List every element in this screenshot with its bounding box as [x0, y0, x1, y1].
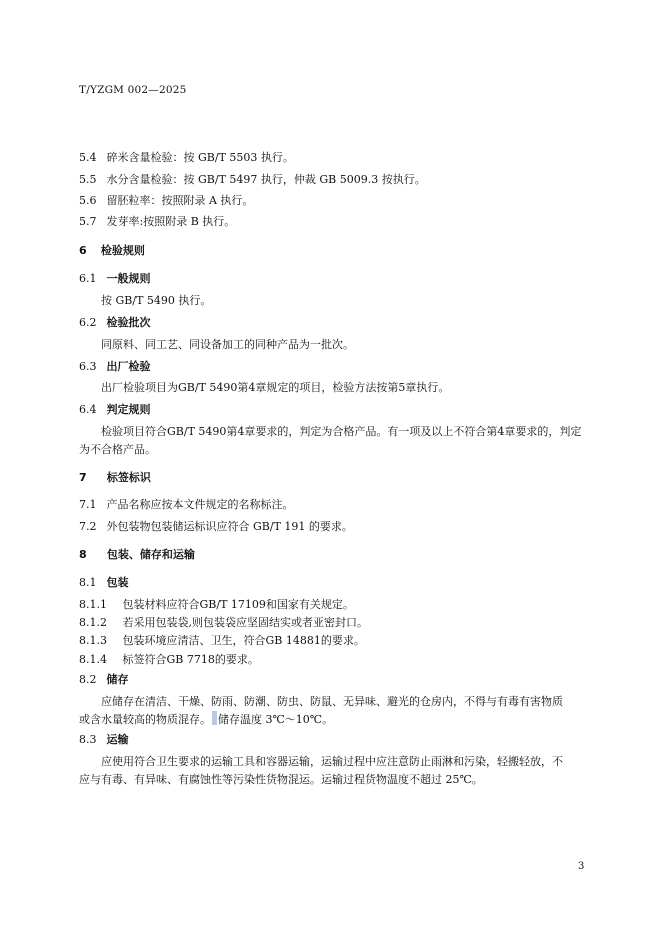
clause-5-5 — [79, 171, 426, 187]
clause-number: 8.1 — [79, 576, 97, 589]
clause-text: 若采用包装袋,则包装袋应坚固结实或者亚密封口。 — [122, 616, 368, 629]
clause-number: 8.1.3 — [79, 634, 107, 647]
clause-number: 8.1.2 — [79, 616, 107, 629]
clause-number: 7.1 — [79, 498, 97, 511]
clause-6-1-body: 按 GB/T 5490 执行。 — [101, 294, 212, 307]
section-title: 标签标识 — [106, 471, 151, 484]
clause-8-1-3 — [79, 632, 365, 648]
section-title: 检验规则 — [100, 244, 145, 257]
clause-text: 标签符合GB 7718的要求。 — [122, 653, 259, 666]
clause-text: 包装材料应符合GB/T 17109和国家有关规定。 — [122, 598, 354, 611]
clause-text: 碎米含量检验：按 GB/T 5503 执行。 — [106, 151, 294, 164]
clause-6-3-body: 出厂检验项目为GB/T 5490第4章规定的项目，检验方法按第5章执行。 — [101, 381, 450, 394]
section-7-heading — [79, 469, 151, 485]
clause-8-1-heading — [79, 574, 129, 590]
clause-8-2-body-line1: 应储存在清洁、干燥、防雨、防潮、防虫、防鼠、无异味、避光的仓房内，不得与有毒有害物质 — [101, 695, 563, 708]
clause-7-2 — [79, 518, 353, 534]
clause-number: 5.7 — [79, 215, 97, 228]
clause-8-1-2 — [79, 614, 368, 630]
clause-number: 8.2 — [79, 673, 97, 686]
clause-6-4-body-line1: 检验项目符合GB/T 5490第4章要求的，判定为合格产品。有一项及以上不符合第4章要求的，判定 — [101, 425, 582, 438]
body-text: 储存温度 3℃～10℃。 — [218, 713, 334, 726]
page-number: 3 — [578, 861, 585, 872]
section-8-heading — [79, 546, 195, 562]
clause-5-6 — [79, 192, 253, 208]
clause-text: 产品名称应按本文件规定的名称标注。 — [106, 498, 294, 511]
clause-text: 水分含量检验：按 GB/T 5497 执行，仲裁 GB 5009.3 按执行。 — [106, 173, 426, 186]
text-cursor-highlight — [212, 711, 217, 725]
section-number: 7 — [79, 471, 87, 484]
section-6-heading — [79, 242, 145, 258]
clause-title: 一般规则 — [106, 272, 151, 285]
section-number: 6 — [79, 244, 87, 257]
clause-number: 6.3 — [79, 360, 97, 373]
standard-code-header: T/YZGM 002—2025 — [79, 84, 187, 96]
clause-number: 6.2 — [79, 316, 97, 329]
clause-6-3-heading — [79, 358, 151, 374]
body-text: 或含水量较高的物质混存。 — [79, 713, 211, 726]
clause-text: 外包装物包装储运标识应符合 GB/T 191 的要求。 — [106, 520, 353, 533]
clause-number: 6.1 — [79, 272, 97, 285]
section-number: 8 — [79, 548, 87, 561]
clause-title: 储存 — [106, 673, 129, 686]
clause-8-3-body-line2: 应与有毒、有异味、有腐蚀性等污染性货物混运。运输过程货物温度不超过 25℃。 — [79, 773, 483, 786]
clause-text: 留胚粒率：按照附录 A 执行。 — [106, 194, 254, 207]
clause-number: 5.6 — [79, 194, 97, 207]
clause-title: 判定规则 — [106, 403, 151, 416]
clause-6-2-heading — [79, 314, 151, 330]
clause-8-3-heading — [79, 731, 129, 747]
clause-5-4 — [79, 149, 294, 165]
clause-number: 6.4 — [79, 403, 97, 416]
clause-6-4-body-line2: 为不合格产品。 — [79, 443, 156, 456]
clause-8-2-heading — [79, 671, 129, 687]
clause-8-3-body-line1: 应使用符合卫生要求的运输工具和容器运输，运输过程中应注意防止雨淋和污染，轻搬轻放，不 — [101, 755, 563, 768]
clause-8-2-body-line2 — [79, 711, 333, 727]
clause-5-7 — [79, 213, 235, 229]
section-title: 包装、储存和运输 — [106, 548, 195, 561]
clause-title: 检验批次 — [106, 316, 151, 329]
clause-6-2-body: 同原料、同工艺、同设备加工的同种产品为一批次。 — [101, 338, 354, 351]
clause-text: 发芽率:按照附录 B 执行。 — [106, 215, 236, 228]
clause-title: 包装 — [106, 576, 129, 589]
clause-7-1 — [79, 496, 294, 512]
clause-number: 5.5 — [79, 173, 97, 186]
clause-6-4-heading — [79, 401, 151, 417]
clause-text: 包装环境应清洁、卫生，符合GB 14881的要求。 — [122, 634, 365, 647]
clause-number: 5.4 — [79, 151, 97, 164]
clause-number: 7.2 — [79, 520, 97, 533]
clause-number: 8.1.4 — [79, 653, 107, 666]
clause-8-1-4 — [79, 651, 259, 667]
clause-6-1-heading — [79, 270, 151, 286]
clause-8-1-1 — [79, 596, 354, 612]
clause-number: 8.1.1 — [79, 598, 107, 611]
clause-title: 出厂检验 — [106, 360, 151, 373]
clause-number: 8.3 — [79, 733, 97, 746]
clause-title: 运输 — [106, 733, 129, 746]
